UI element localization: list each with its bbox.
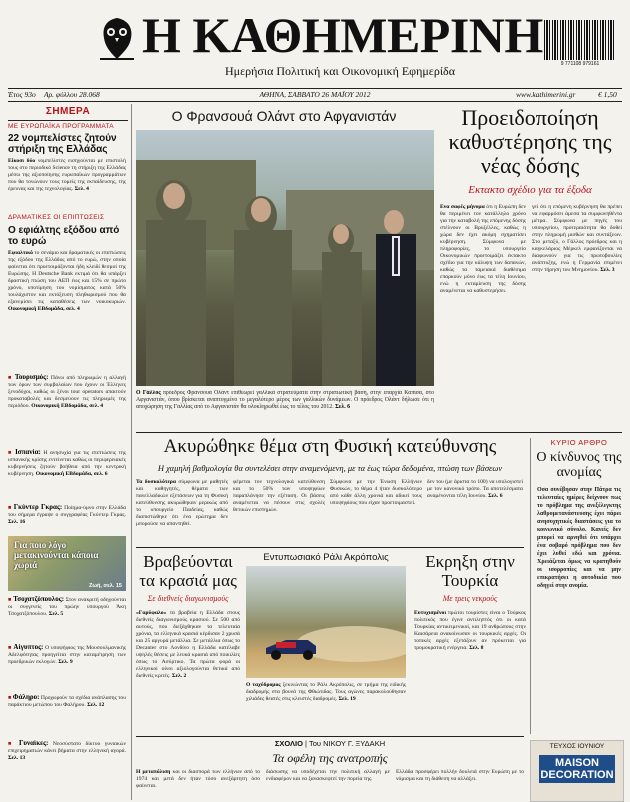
lead-ref: Σελ. 3 [600, 267, 615, 273]
physics-lead: Τα δυσκολότερα [136, 479, 176, 485]
brief-ref: Σελ. 16 [8, 519, 26, 525]
column-text: Ελλάδα προσφέρει πολλήν δουλειά στην Ευρώπη με το νόμισμα και τη διάθεση να αλλάξει. [396, 769, 524, 782]
lead-subhead: Εκτακτο σχέδιο για τα έξοδα [468, 184, 592, 196]
column-text [136, 769, 260, 797]
turkey-subhead: Με τρεις νεκρούς [442, 594, 498, 603]
editorial-title[interactable]: Ο κίνδυνος της ανομίας [536, 450, 622, 480]
turkey-text: πρώτοι τουρίστες είναι ο Τούρκος πολιτικός που έγινε αντιληπτός ότι οι κατά Τουρκίας αντικειμενικοί, και 19 ανθρώπους στην Καισάρεια ανακοίνωσαν οι τουρκικές αρχές. Οι τοπικές αρχές εξετάζουν αν πρόκειται για τρομοκρατική ενέργεια. [414, 610, 526, 651]
turkey-body [414, 610, 526, 726]
rally-scene [246, 566, 406, 678]
awards-text: τα βραβεία η Ελλάδα στους διεθνείς διαγωνισμούς κρασιού. Σε 500 από αυτούς, που διεξάχθηκαν τα τελευταία χρόνια, τα ελληνικά κρασιά κέρδισαν 2 χρυσά και 25 αργυρά μετάλλια. Σε μετάλλια όπως το Decanter στο Λονδίνο η Ελλάδα κατέλαβε υψηλές θέσεις με λευκά κρασιά από ποικιλίες όπως το Ασύρτικο. Τα πρώτα φορά οι ελληνικοί οίνοι αξιολογούνται θετικά από διεθνείς κριτές. [136, 610, 240, 679]
promo-title: Για ποιο λόγο μετακινούνται κάποια χωριά [14, 540, 99, 570]
magazine-promo[interactable] [530, 740, 624, 802]
sidebar-header-rule [8, 120, 128, 121]
promo-ref: Ζωή, σελ. 15 [88, 583, 122, 589]
dateline-rule-bottom [8, 101, 622, 102]
story-lead: Εφιαλτικό [8, 250, 33, 256]
awards-ref: Σελ. 2 [171, 673, 187, 679]
column-label: ΣΧΟΛΙΟ [274, 739, 303, 748]
brief-ref: Σελ. 5 [48, 611, 64, 617]
brief-item: ■ Αίγυπτος: Ο υποψήφιος της Μουσουλμανικής Αδελφότητας προηγείται στην καταμέτρηση των προεδρικών εκλογών. Σελ. 9 [8, 644, 126, 665]
dateline [8, 89, 622, 101]
column-text: διάσωσης να υποδέχεται την πολιτική αλλαγή με ενδιαφέρον και να ξανασκεφτεί την πορεία της. [266, 769, 390, 782]
section-label: ΔΡΑΜΑΤΙΚΕΣ ΟΙ ΕΠΙΠΤΩΣΕΙΣ [8, 214, 105, 221]
sidebar-divider [131, 104, 132, 800]
brief-item: ■ Φάληρο: Προχωρούν τα σχέδια ανάπλασης του παράκτιου μετώπου του Φαλήρου. Σελ. 12 [8, 694, 126, 708]
awards-subhead: Σε διεθνείς διαγωνισμούς [147, 594, 229, 603]
barcode-number: 9 771108 979161 [560, 61, 600, 67]
lead-lead: Ενα σαφές μήνυμα [440, 204, 485, 210]
rally-caption [246, 682, 406, 726]
physics-headline[interactable]: Ακυρώθηκε θέμα στη Φυσική κατεύθυνσης [163, 436, 497, 457]
lead-column [440, 204, 526, 426]
brief-item: ■ Γυναίκες: Νεοσύστατο δίκτυο γυναικών επιχειρηματιών κάνει βήματα στην ελληνική αγορά. Σελ. 13 [8, 740, 126, 761]
rally-ref: Σελ. 19 [338, 696, 356, 702]
brief-ref: Σελ. 9 [58, 659, 73, 665]
barcode [544, 20, 614, 60]
masthead [0, 0, 630, 100]
physics-text: σύμφωνα με μαθητές και καθηγητές, θέματα των πανελλαδικών εξετάσεων για τη Φυσική κατεύθυνσης ακυρώθηκαν μερικώς από το υπουργείο Παιδείας, καθώς διαπιστώθηκε ότι ένα ερώτημα δεν μπορούσε να απαντηθεί. [136, 479, 228, 527]
rally-text: ξεκινώντας το Ράλι Ακρόπολις, σε τμήμα της ειδικής διαδρομής στα βουνά της Φθιώτιδας. Τους αγώνες παρακολούθησαν χιλιάδες θεατές στις κλειστές διαδρομές. [246, 682, 406, 702]
magazine-title: MAISON DECORATION [540, 757, 614, 781]
turkey-headline[interactable]: Εκρηξη στην Τουρκία [425, 552, 515, 590]
column-title[interactable]: Τα οφέλη της ανατροπής [272, 751, 388, 765]
story-body [8, 250, 126, 342]
story-title: Ο εφιάλτης εξόδου από το ευρώ [8, 225, 120, 247]
rally-title[interactable]: Εντυπωσιακό Ράλι Ακρόπολις [263, 552, 389, 563]
physics-text: Σύμφωνα με την Ένωση Ελλήνων Φυσικών, το θέμα 4 ήταν δυσκολότερο από κάθε άλλη χρονιά και αδικεί τους υποψηφίους που είχαν προετοιμαστεί. [330, 479, 422, 506]
sidebar [8, 104, 128, 800]
physics-column [427, 479, 523, 543]
brief-text: Νεοσύστατο δίκτυο γυναικών επιχειρηματιών κάνει βήματα στην ελληνική αγορά. [8, 741, 126, 754]
column-col-text: και οι διασπορά των ελλήνων από το 1974 και μετά δεν ήταν τόσο ανεξάρτητη όσο φαίνεται. [136, 769, 260, 789]
issue-number: Αρ. φύλλου 28.068 [44, 90, 100, 99]
column-lead: Η μεταπόλιση [136, 769, 171, 775]
caption-ref: Σελ. 6 [335, 404, 351, 410]
turkey-ref: Σελ. 8 [469, 645, 484, 651]
brief-item: ■ Τουρισμός: Πάνω από πληρωμών η αλλαγή των όρων των συμβολαίων που έχουν οι Έλληνες ξενοδόχοι, καθώς οι ξένοι tour operators απαιτούν προκαταβολές και δεσμεύουν τις πληρωμές της περιόδου. Οικονομική ΕΒδομάδα, σελ. 4 [8, 374, 126, 409]
editorial-box [530, 438, 623, 734]
brief-title: Γυναίκες: [18, 740, 49, 747]
awards-lead: «Γαρύφαλο» [136, 610, 167, 616]
brief-text: Ο υποψήφιος της Μουσουλμανικής Αδελφότητας προηγείται στην καταμέτρηση των προεδρικών εκλογών. [8, 645, 126, 665]
story-text: νομπελίστες εισηγούνται με επιστολή τους στο περιοδικό Science τη στήριξη της Ελλάδας μέσω της αξιοποίησης ευρωπαϊκών προγραμμάτων που θα τονώνουν τους τομείς της εκπαίδευσης, της έρευνας και της τεχνολογίας. [8, 158, 126, 192]
column-rule [136, 736, 524, 737]
brief-text: Στον ανακριτή οδηγούνται οι συγγενείς του πρώην υπουργού Άκη Τσοχατζόπουλου. [8, 597, 126, 617]
brief-ref: Σελ. 12 [87, 702, 105, 708]
photo-scene [136, 130, 434, 386]
physics-column [233, 479, 325, 543]
sidebar-header: ΣΗΜΕΡΑ [45, 106, 91, 117]
awards-body [136, 610, 240, 726]
rally-photo [246, 566, 406, 678]
volume-year: Έτος 93ο [8, 90, 36, 99]
masthead-title: Η ΚΑΘΗΜΕΡΙΝΗ [142, 7, 543, 63]
owl-logo-icon [96, 14, 138, 62]
price: € 1,50 [598, 90, 617, 99]
brief-ref: Σελ. 13 [8, 755, 26, 761]
column-author: Του ΝΙΚΟΥ Γ. ΞΥΔΑΚΗ [308, 739, 386, 748]
brief-ref: Οικονομική ΕΒδομάδα, σελ. 4 [31, 403, 104, 409]
lead-headline[interactable]: Προειδοποίηση καθυστέρησης της νέας δόσης [448, 105, 612, 178]
brief-text: Πάνω από πληρωμών η αλλαγή των όρων των συμβολαίων που έχουν οι Έλληνες ξενοδόχοι, καθώς οι ξένοι tour operators απαιτούν προκαταβολές και δεσμεύουν τις πληρωμές της περιόδου. [8, 375, 126, 409]
issue-date: ΑΘΗΝΑ, ΣΑΒΒΑΤΟ 26 ΜΑΪΟΥ 2012 [259, 90, 371, 99]
photo-caption [136, 390, 434, 426]
brief-text: Προχωρούν τα σχέδια ανάπλασης του παράκτιου μετώπου του Φαλήρου. [8, 695, 126, 708]
physics-subhead: Η χαμηλή βαθμολογία θα συντελέσει στην αναμενόμενη, με τα έως τώρα δεδομένα, πτώση των βάσεων [157, 463, 503, 473]
story-text: το σενάριο και δραματικές οι επιπτώσεις της εξόδου της Ελλάδος από το ευρώ, στην οποία φαίνεται ότι προετοιμάζονται ήδη κλειδί θεσμοί της Ευρώπης. Η Deutsche Bank εκτιμά ότι θα υπάρξει δραστική πτώση του ΑΕΠ έως και 15% σε πρώτο χρόνο, υποτίμηση του νομίσματος κατά 50% τουλάχιστον και εκτόξευση πληθωρισμού που θα εξανεμίσει τις καταθέσεις των νοικοκυριών. [8, 250, 126, 305]
section-rule [136, 432, 622, 433]
brief-item: ■ Γκύντερ Γκρας: Ποίημα-ύμνο στην Ελλάδα του σήμερα έγραψε ο συγγραφέας Γκύντερ Γκρας. Σελ. 16 [8, 504, 126, 525]
section-rule [136, 547, 524, 548]
editorial-body: Οσα συνέβησαν στην Πάτρα τις τελευταίες ημέρες δείχνουν πως το πρόβλημα της ανεξέλεγκτης λαθρομετανάστευσης έχει πάρει ανησυχητικές διαστάσεις για το κοινωνικό σύνολο. Κανείς δεν μπορεί να αρνηθεί ότι υπάρχει ένα σοβαρό πρόβλημα που δεν έχει λυθεί εδώ και χρόνια. Χρειάζεται όμως να κρατηθούν οι ισορροπίες και να μην επικρατήσει η αυτοδικία που οδηγεί στην ανομία. [537, 487, 621, 589]
physics-ref: Σελ. 6 [488, 493, 503, 499]
caption-text: πρόεδρος Φρανσουά Ολάντ επιθεωρεί γαλλικά στρατεύματα στην στρατιωτική βάση, στην επαρχία Καπίσα, στο Αφγανιστάν, όπου βρίσκεται αναπτυγμένο το μεγαλύτερο μέρος των γαλλικών δυνάμεων. Ο πρόεδρος Ολάντ δήλωσε ότι η αποχώρηση της Γαλλίας από το Αφγανιστάν θα ολοκληρωθεί έως το τέλος του 2012. [136, 390, 434, 410]
lead-text: ότι η Ευρώπη δεν θα περιμένει τον κατάλληλο χρόνο για την καταβολή της επόμενης δόσης στέλνουν οι Βρυξέλλες, καθώς η χώρα δεν έχει ακόμη σχηματίσει κυβέρνηση. Σύμφωνα με πληροφορίες, το υπουργείο Οικονομικών προετοιμάζει έκτακτο σχέδιο για την κάλυψη των δαπανών, καθώς τα ταμειακά διαθέσιμα επαρκούν μόνο έως τα τέλη Ιουνίου, ενώ η εκταμίευση της δόσης αναμένεται να καθυστερήσει. [440, 204, 526, 294]
story-body [8, 158, 126, 202]
lead-column [532, 204, 622, 426]
promo-box[interactable] [8, 536, 126, 591]
caption-lead: Ο Γάλλος [136, 390, 161, 396]
brief-ref: Οικονομική ΕΒδομάδα, σελ. 6 [35, 471, 108, 477]
turkey-lead: Ευτυχισμένοι [414, 610, 447, 616]
physics-column [330, 479, 422, 543]
brief-title: Γκύντερ Γκρας: [13, 504, 63, 511]
brief-text: Η ανησυχία για τις επιπτώσεις της ισπανικής κρίσης εντείνεται καθώς οι περιφερειακές κυβερνήσεις ζητούν βοήθεια από την κεντρική κυβέρνηση. [8, 450, 126, 477]
rally-lead: Ο ταχύδρομος [246, 682, 281, 688]
editorial-label: ΚΥΡΙΟ ΑΡΘΡΟ [550, 438, 608, 447]
brief-title: Φάληρο: [12, 694, 40, 701]
story-title: 22 νομπελίστες ζητούν στήριξη της Ελλάδας [8, 133, 117, 155]
photo-headline[interactable]: Ο Φρανσουά Ολάντ στο Αφγανιστάν [171, 108, 397, 124]
brief-title: Τουρισμός: [14, 374, 49, 381]
brief-title: Τσοχατζόπουλος: [13, 596, 65, 603]
magazine-issue: ΤΕΥΧΟΣ ΙΟΥΝΙΟΥ [549, 743, 605, 750]
story-ref: Σελ. 4 [74, 186, 89, 192]
brief-item: ■ Τσοχατζόπουλος: Στον ανακριτή οδηγούνται οι συγγενείς του πρώην υπουργού Άκη Τσοχατζόπουλου. Σελ. 5 [8, 596, 126, 617]
brief-title: Ισπανία: [15, 449, 41, 456]
column-header: ΣΧΟΛΙΟ | Του ΝΙΚΟΥ Γ. ΞΥΔΑΚΗ [274, 739, 386, 748]
physics-column [136, 479, 228, 543]
masthead-subtitle: Ημερήσια Πολιτική και Οικονομική Εφημερίδα [224, 64, 456, 78]
lead-text: γεί ότι η επόμενη κυβέρνηση θα πρέπει να εφαρμόσει άμεσα τα συμφωνηθέντα μέτρα. Σύμφωνα με πηγές του υπουργείου, προτεραιότητα θα δοθεί στην πληρωμή μισθών και συντάξεων. Στο μεταξύ, ο Γάλλος πρόεδρος και η καγκελάριος Μέρκελ εμφανίζονται να διαφωνούν για τις πρωτοβουλίες ανάπτυξης, ενώ η Γερμανία επιμένει στην τήρηση του Μνημονίου. [532, 204, 622, 273]
afghanistan-photo [136, 130, 434, 386]
section-label: ΜΕ ΕΥΡΩΠΑΪΚΑ ΠΡΟΓΡΑΜΜΑΤΑ [8, 123, 114, 130]
story-ref: Οικονομική ΕΒδομάδα, σελ. 4 [8, 306, 80, 312]
website: www.kathimerini.gr [516, 90, 576, 99]
awards-headline[interactable]: Βραβεύονται τα κρασιά μας [139, 552, 237, 590]
story-lead: Είκοσι δύο [8, 158, 36, 164]
physics-text: δεν του (με άριστα το 100) να υπολογιστεί με τον κανονικό τρόπο. Τα αποτελέσματα αναμένονται τέλη Ιουνίου. [427, 479, 523, 499]
brief-text: Ποίημα-ύμνο στην Ελλάδα του σήμερα έγραψε ο συγγραφέας Γκύντερ Γκρας. [8, 505, 126, 518]
brief-item: ■ Ισπανία: Η ανησυχία για τις επιπτώσεις της ισπανικής κρίσης εντείνεται καθώς οι περιφερειακές κυβερνήσεις ζητούν βοήθεια από την κεντρική κυβέρνηση. Οικονομική ΕΒδομάδα, σελ. 6 [8, 449, 126, 477]
physics-text: φέρεται τον τεχνολογικά κατεύθυνση και το 50% των υποψηφίων παραπλάνησε την εξέταση. Οι βάσεις αναμένεται να πέσουν στις σχολές θετικών επιστημών. [233, 479, 325, 513]
brief-title: Αίγυπτος: [13, 644, 44, 651]
